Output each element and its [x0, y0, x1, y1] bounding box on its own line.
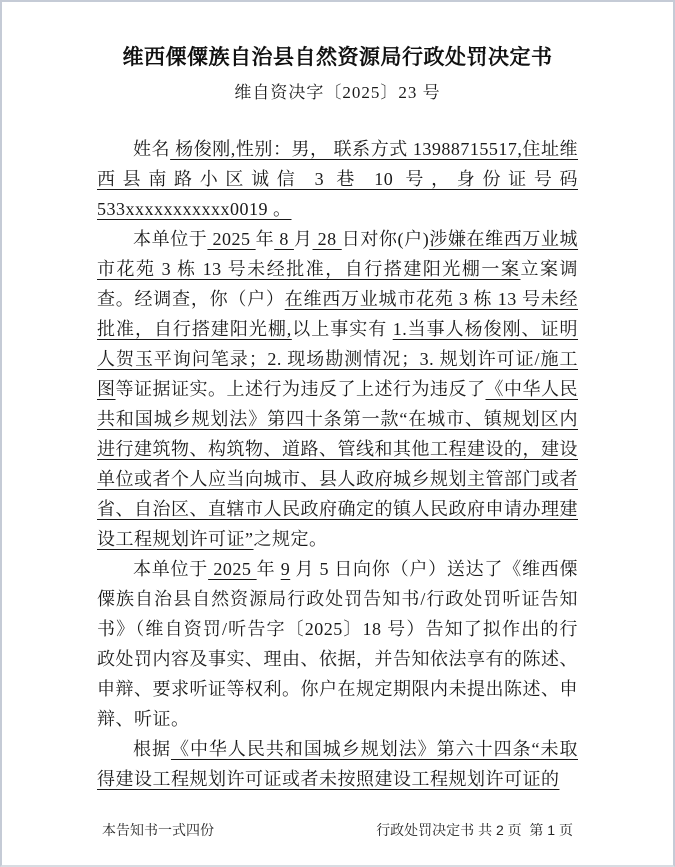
footer-copies-note: 本告知书一式四份: [102, 822, 214, 838]
text-run: 之规定。: [253, 529, 328, 549]
text-run: 根据: [133, 739, 171, 759]
text-run-underlined: 28: [312, 229, 342, 249]
text-run-underlined: 《中华人民共和国城乡规划法》第六十四条“未取得建设工程规划许可证或者未按照建设工程规划许可证的: [97, 739, 578, 789]
text-run: 月: [293, 229, 313, 249]
text-run: 年: [256, 559, 281, 579]
footer-page-number: 行政处罚决定书 共 2 页 第 1 页: [376, 822, 573, 838]
doc-number: 维自资决字〔2025〕23 号: [234, 83, 441, 102]
text-run: 以上事实有: [291, 319, 393, 339]
text-run-underlined: 2025: [207, 229, 256, 249]
text-run-underlined: 2025: [208, 559, 257, 579]
text-run: 日对你(户): [341, 229, 430, 249]
text-run-underlined: 1.当事人杨俊刚、证明人贺玉平询问笔录；2. 现场勘测情况；3. 规划许可证/施工图: [97, 319, 579, 399]
paragraph-notification: [97, 554, 578, 734]
text-run-underlined: 涉嫌在维西万业城市花苑 3 栋 13 号未经批准，自行搭建阳光棚一案: [97, 229, 579, 279]
text-run-underlined: 《中华人民共和国城乡规划法》第四十条第一款“在城市、镇规划区内进行建筑物、构筑物、道路、管线和其他工程建设的，建设单位或者个人应当向城市、县人政府城乡规划主管部门或者省、自治区、直辖市人民政府确定的镇人民政府申请办理建设工程规划许可证”: [97, 379, 578, 549]
paragraph-subject-info: [97, 134, 578, 224]
text-run: 立案调查。经调查，你（户）: [97, 259, 579, 309]
doc-title: 维西傈僳族自治县自然资源局行政处罚决定书: [122, 45, 553, 69]
text-run: 等证据证实。上述行为违反了上述行为违反了: [115, 379, 486, 399]
doc-body: [97, 134, 578, 794]
text-run: 姓名: [133, 139, 171, 159]
text-run: 月 5 日向你（户）送达了《维西傈僳族自治县自然资源局行政处罚告知书/行政处罚听证告知书》（维自资罚/听告字〔2025〕18 号）告知了拟作出的行政处罚内容及事实、理由、依据，并告知依法享有的陈述、申辩、要求听证等权利。你户在规定期限内未提出陈述、申辩、听证。: [97, 559, 579, 729]
text-run-underlined: 8: [274, 229, 294, 249]
text-run-underlined: 在维西万业城市花苑 3 栋 13 号未经批准，自行搭建阳光棚,: [97, 289, 579, 339]
page-footer: [102, 821, 573, 839]
paragraph-legal-basis: [97, 734, 578, 794]
text-run-underlined: 9: [280, 559, 291, 579]
text-run: 年: [255, 229, 275, 249]
text-run: 本单位于: [133, 559, 209, 579]
text-run: 本单位于: [133, 229, 208, 249]
paragraph-case-facts: [97, 224, 578, 554]
text-run-underlined: 杨俊刚,性别：男， 联系方式 13988715517,住址维西县南路小区诚信 3 巷 10 号，身份证号码 533xxxxxxxxxxx0019 。: [97, 139, 579, 219]
